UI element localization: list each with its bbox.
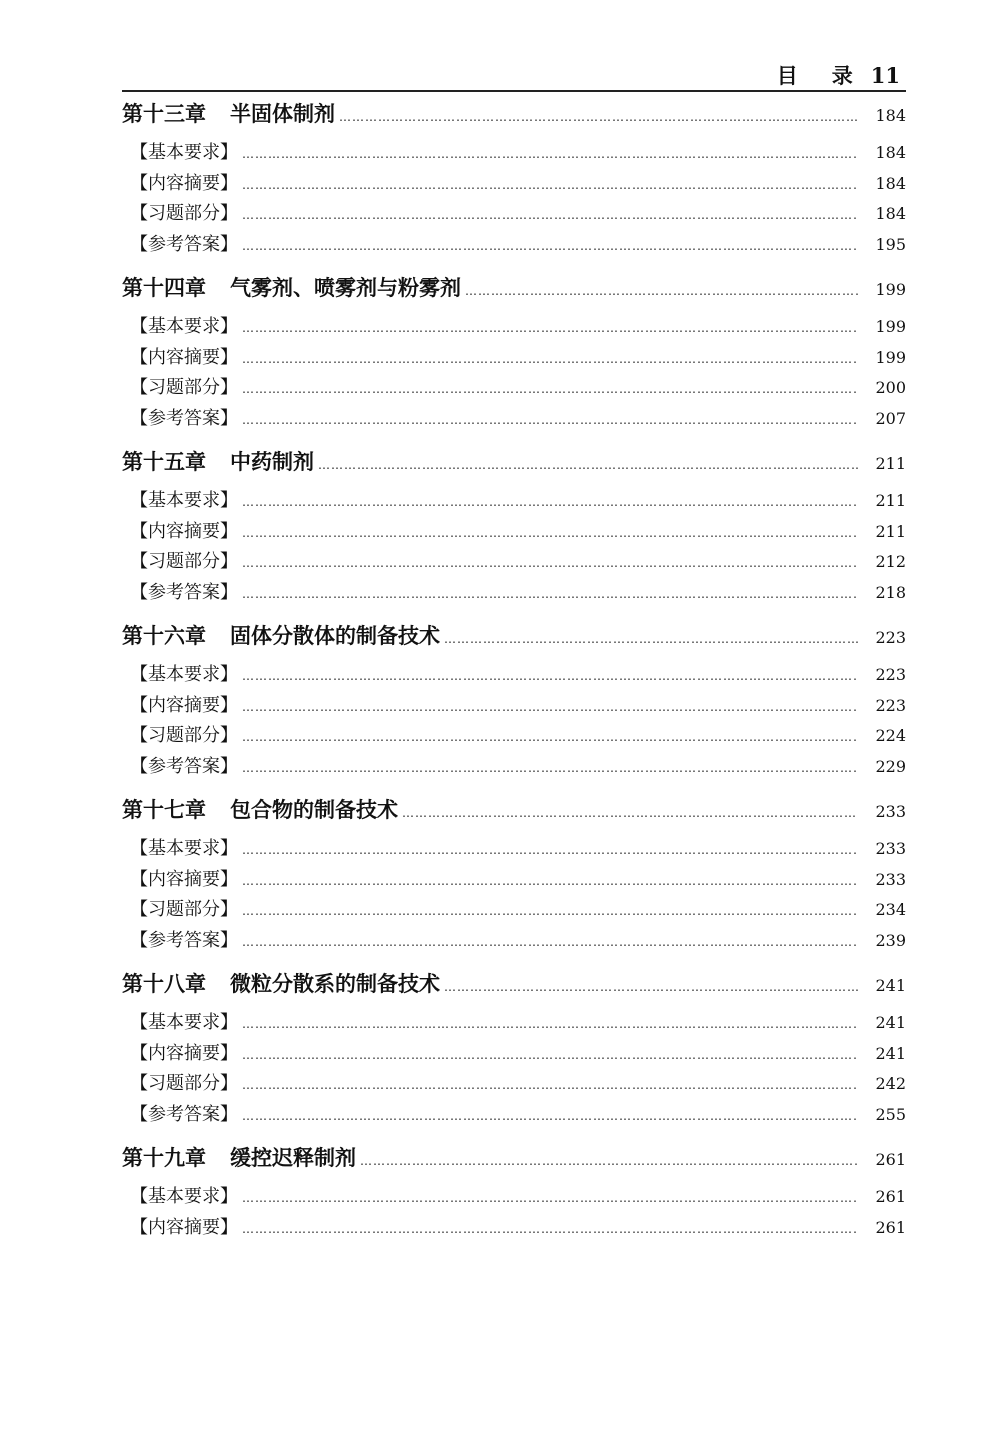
chapter-number: 第十九章 xyxy=(122,1146,206,1170)
section-label: 【内容摘要】 xyxy=(130,520,238,542)
section-page-number: 239 xyxy=(875,930,906,950)
chapter-label xyxy=(122,272,461,302)
chapter-label xyxy=(122,620,440,650)
chapter-title: 包合物的制备技术 xyxy=(230,798,398,822)
leader-dots xyxy=(242,1048,858,1062)
section-page-number: 241 xyxy=(875,1013,906,1032)
section-entry[interactable] xyxy=(122,404,906,435)
section-entry[interactable] xyxy=(122,486,906,517)
leader-dots xyxy=(242,382,858,396)
chapter-block xyxy=(122,794,906,956)
section-entry[interactable] xyxy=(122,578,906,609)
leader-dots xyxy=(242,935,858,949)
section-label: 【参考答案】 xyxy=(130,233,238,255)
section-page-number: 261 xyxy=(875,1187,906,1206)
section-entry[interactable] xyxy=(122,752,906,783)
leader-dots xyxy=(242,495,858,509)
leader-dots xyxy=(242,1191,858,1205)
section-entry[interactable] xyxy=(122,895,906,926)
chapter-block xyxy=(122,272,906,434)
section-page-number: 233 xyxy=(875,839,906,858)
page-number: 11 xyxy=(870,63,900,88)
chapter-number: 第十七章 xyxy=(122,798,206,822)
section-entry[interactable] xyxy=(122,343,906,374)
section-page-number: 223 xyxy=(875,695,906,715)
section-label: 【参考答案】 xyxy=(130,407,238,429)
chapter-number: 第十三章 xyxy=(122,102,206,126)
section-entry[interactable] xyxy=(122,660,906,691)
leader-dots xyxy=(242,178,858,192)
leader-dots xyxy=(242,761,858,775)
section-page-number: 195 xyxy=(875,234,906,254)
section-label: 【习题部分】 xyxy=(130,203,238,224)
section-page-number: 212 xyxy=(875,552,906,571)
section-label: 【基本要求】 xyxy=(130,1186,238,1207)
chapter-entry[interactable] xyxy=(122,968,906,1008)
section-entry[interactable] xyxy=(122,547,906,578)
chapter-block xyxy=(122,446,906,608)
section-label: 【基本要求】 xyxy=(130,838,238,859)
section-label: 【内容摘要】 xyxy=(130,172,238,194)
chapter-title: 气雾剂、喷雾剂与粉雾剂 xyxy=(230,276,461,300)
section-label: 【参考答案】 xyxy=(130,581,238,603)
running-head xyxy=(777,60,900,90)
section-page-number: 255 xyxy=(875,1104,906,1124)
section-label: 【基本要求】 xyxy=(130,142,238,163)
chapter-number: 第十六章 xyxy=(122,624,206,648)
section-entry[interactable] xyxy=(122,1213,906,1244)
section-entry[interactable] xyxy=(122,834,906,865)
chapter-entry[interactable] xyxy=(122,620,906,660)
leader-dots xyxy=(242,1017,858,1031)
section-page-number: 218 xyxy=(875,582,906,602)
chapter-title: 固体分散体的制备技术 xyxy=(230,624,440,648)
section-page-number: 223 xyxy=(875,665,906,684)
section-entry[interactable] xyxy=(122,517,906,548)
section-entry[interactable] xyxy=(122,138,906,169)
section-page-number: 211 xyxy=(875,491,906,510)
leader-dots xyxy=(465,284,858,298)
leader-dots xyxy=(242,904,858,918)
section-page-number: 184 xyxy=(875,173,906,193)
leader-dots xyxy=(242,1078,858,1092)
section-entry[interactable] xyxy=(122,865,906,896)
chapter-title: 缓控迟释制剂 xyxy=(230,1146,356,1170)
section-label: 【内容摘要】 xyxy=(130,868,238,890)
chapter-page-number: 199 xyxy=(875,280,906,299)
section-entry[interactable] xyxy=(122,373,906,404)
chapter-title: 半固体制剂 xyxy=(230,102,335,126)
chapter-page-number: 223 xyxy=(875,628,906,647)
section-page-number: 234 xyxy=(875,900,906,919)
chapter-page-number: 184 xyxy=(875,106,906,125)
chapter-label xyxy=(122,1142,356,1172)
section-entry[interactable] xyxy=(122,926,906,957)
chapter-page-number: 241 xyxy=(875,976,906,995)
section-label: 【基本要求】 xyxy=(130,1012,238,1033)
section-page-number: 184 xyxy=(875,143,906,162)
chapter-entry[interactable] xyxy=(122,98,906,138)
leader-dots xyxy=(402,806,858,820)
leader-dots xyxy=(339,110,858,124)
section-label: 【内容摘要】 xyxy=(130,1216,238,1238)
section-label: 【内容摘要】 xyxy=(130,346,238,368)
section-page-number: 261 xyxy=(875,1217,906,1237)
section-page-number: 233 xyxy=(875,869,906,889)
section-entry[interactable] xyxy=(122,1069,906,1100)
leader-dots xyxy=(444,632,858,646)
chapter-page-number: 261 xyxy=(875,1150,906,1169)
leader-dots xyxy=(444,980,858,994)
section-label: 【习题部分】 xyxy=(130,551,238,572)
leader-dots xyxy=(242,700,858,714)
section-page-number: 229 xyxy=(875,756,906,776)
section-label: 【参考答案】 xyxy=(130,755,238,777)
section-page-number: 242 xyxy=(875,1074,906,1093)
chapter-number: 第十四章 xyxy=(122,276,206,300)
section-label: 【习题部分】 xyxy=(130,899,238,920)
section-label: 【内容摘要】 xyxy=(130,1042,238,1064)
section-label: 【习题部分】 xyxy=(130,1073,238,1094)
table-of-contents xyxy=(122,98,906,1255)
chapter-label xyxy=(122,794,398,824)
section-page-number: 199 xyxy=(875,317,906,336)
chapter-block xyxy=(122,620,906,782)
leader-dots xyxy=(242,413,858,427)
chapter-block xyxy=(122,98,906,260)
section-label: 【参考答案】 xyxy=(130,929,238,951)
running-head-word-2: 录 xyxy=(831,64,853,88)
section-label: 【习题部分】 xyxy=(130,725,238,746)
section-label: 【基本要求】 xyxy=(130,316,238,337)
section-entry[interactable] xyxy=(122,312,906,343)
leader-dots xyxy=(242,1109,858,1123)
leader-dots xyxy=(360,1154,858,1168)
chapter-page-number: 211 xyxy=(875,454,906,473)
section-entry[interactable] xyxy=(122,691,906,722)
chapter-entry[interactable] xyxy=(122,446,906,486)
section-page-number: 241 xyxy=(875,1043,906,1063)
leader-dots xyxy=(242,321,858,335)
leader-dots xyxy=(318,458,858,472)
leader-dots xyxy=(242,208,858,222)
chapter-label xyxy=(122,446,314,476)
leader-dots xyxy=(242,587,858,601)
chapter-label xyxy=(122,968,440,998)
section-entry[interactable] xyxy=(122,1100,906,1131)
chapter-block xyxy=(122,1142,906,1243)
section-label: 【基本要求】 xyxy=(130,664,238,685)
section-page-number: 224 xyxy=(875,726,906,745)
section-entry[interactable] xyxy=(122,1039,906,1070)
section-label: 【基本要求】 xyxy=(130,490,238,511)
section-entry[interactable] xyxy=(122,1182,906,1213)
section-label: 【内容摘要】 xyxy=(130,694,238,716)
chapter-title: 中药制剂 xyxy=(230,450,314,474)
leader-dots xyxy=(242,526,858,540)
leader-dots xyxy=(242,239,858,253)
chapter-number: 第十八章 xyxy=(122,972,206,996)
section-page-number: 199 xyxy=(875,347,906,367)
section-entry[interactable] xyxy=(122,199,906,230)
running-head-word-1: 目 xyxy=(776,64,798,88)
leader-dots xyxy=(242,352,858,366)
chapter-number: 第十五章 xyxy=(122,450,206,474)
leader-dots xyxy=(242,730,858,744)
chapter-block xyxy=(122,968,906,1130)
leader-dots xyxy=(242,874,858,888)
chapter-entry[interactable] xyxy=(122,794,906,834)
section-label: 【习题部分】 xyxy=(130,377,238,398)
page-header xyxy=(122,56,906,92)
leader-dots xyxy=(242,556,858,570)
section-page-number: 211 xyxy=(875,521,906,541)
section-page-number: 200 xyxy=(875,378,906,397)
leader-dots xyxy=(242,1222,858,1236)
section-label: 【参考答案】 xyxy=(130,1103,238,1125)
chapter-entry[interactable] xyxy=(122,272,906,312)
section-page-number: 207 xyxy=(875,408,906,428)
chapter-page-number: 233 xyxy=(875,802,906,821)
leader-dots xyxy=(242,669,858,683)
chapter-label xyxy=(122,98,335,128)
section-page-number: 184 xyxy=(875,204,906,223)
chapter-title: 微粒分散系的制备技术 xyxy=(230,972,440,996)
section-entry[interactable] xyxy=(122,230,906,261)
leader-dots xyxy=(242,147,858,161)
section-entry[interactable] xyxy=(122,1008,906,1039)
section-entry[interactable] xyxy=(122,169,906,200)
chapter-entry[interactable] xyxy=(122,1142,906,1182)
leader-dots xyxy=(242,843,858,857)
section-entry[interactable] xyxy=(122,721,906,752)
